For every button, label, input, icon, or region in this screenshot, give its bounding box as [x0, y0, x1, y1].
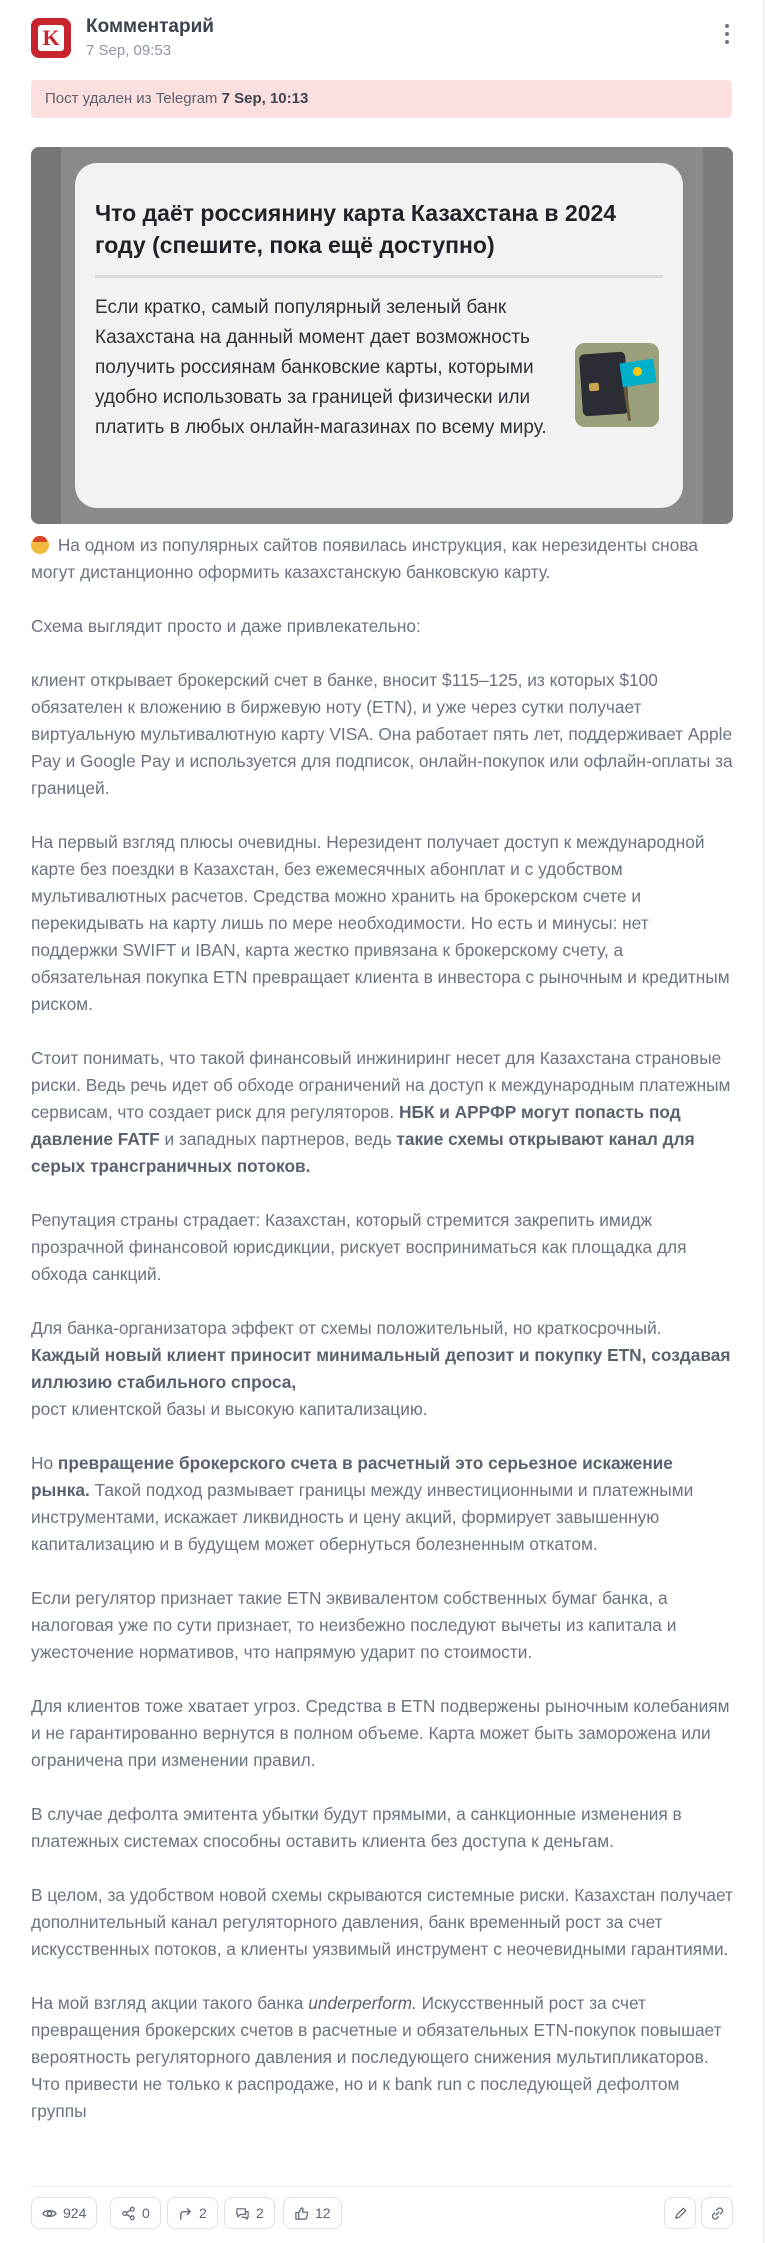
share-icon — [121, 2206, 136, 2221]
comments-count: 2 — [256, 2205, 264, 2221]
article-thumbnail — [575, 343, 659, 427]
paragraph: клиент открывает брокерский счет в банке, вносит $115–125, из которых $100 обязателен к вложению в биржевую ноту (ETN), и уже через сутки получает виртуальную мультивалютную карту VISA. Она работает пять лет, поддерживает Apple Pay и Google Pay и используется для подписок, онлайн-покупок или офлайн-оплаты за границей. — [31, 670, 733, 798]
channel-logo: K — [38, 25, 64, 51]
paragraph: На первый взгляд плюсы очевидны. Нерезидент получает доступ к международной карте без поездки в Казахстан, без ежемесячных абонплат и с удобством мультивалютных расчетов. Средства можно хранить на брокерском счете и перекидывать на карту лишь по мере необходимости. Но есть и минусы: нет поддержки SWIFT и IBAN, карта жестко привязана к брокерскому счету, а обязательная покупка ETN превращает клиента в инвестора с рыночным и кредитным риском. — [31, 832, 730, 1014]
pencil-icon — [673, 2206, 688, 2221]
channel-avatar[interactable] — [31, 18, 71, 58]
paragraph: В целом, за удобством новой схемы скрываются системные риски. Казахстан получает дополнительный канал регуляторного давления, банк временный рост за счет искусственных потоков, а клиенты уязвимый инструмент с неочевидными гарантиями. — [31, 1885, 733, 1959]
like-button[interactable] — [283, 2197, 342, 2229]
paragraph: Для банка-организатора эффект от схемы положительный, но краткосрочный. Каждый новый клиент приносит минимальный депозит и покупку ETN, создавая иллюзию стабильного спроса, рост клиентской базы и высокую капитализацию. — [31, 1318, 731, 1419]
post-footer — [31, 2197, 733, 2231]
thumbs-up-icon — [294, 2206, 309, 2221]
face-emoji-icon — [31, 536, 49, 554]
paragraph: Но превращение брокерского счета в расчетный это серьезное искажение рынка. Такой подход размывает границы между инвестиционными и платежными инструментами, искажает ликвидность и цену акций, формирует завышенную капитализацию и в будущем может обернуться болезненным откатом. — [31, 1453, 694, 1554]
paragraph: Схема выглядит просто и даже привлекательно: — [31, 616, 421, 636]
post-date: 7 Sep, 09:53 — [86, 42, 172, 59]
likes-count: 12 — [315, 2205, 331, 2221]
post-title: Комментарий — [86, 16, 214, 37]
comments-button[interactable] — [224, 2197, 275, 2229]
forward-icon — [178, 2206, 193, 2221]
more-options-icon[interactable] — [723, 24, 731, 50]
eye-icon — [42, 2206, 57, 2221]
edit-button[interactable] — [664, 2197, 696, 2229]
article-title: Что даёт россиянину карта Казахстана в 2024 году (спешите, пока ещё доступно) — [95, 200, 617, 258]
paragraph: В случае дефолта эмитента убытки будут прямыми, а санкционные изменения в платежных системах способны оставить клиента без доступа к деньгам. — [31, 1804, 682, 1851]
link-icon — [710, 2206, 725, 2221]
article-divider — [95, 275, 663, 278]
paragraph: На одном из популярных сайтов появилась инструкция, как нерезиденты снова могут дистанционно оформить казахстанскую банковскую карту. — [31, 535, 698, 582]
views-counter[interactable] — [31, 2197, 97, 2229]
shares-count: 0 — [142, 2205, 150, 2221]
reposts-count: 2 — [199, 2205, 207, 2221]
article-excerpt: Если кратко, самый популярный зеленый банк Казахстана на данный момент дает возможность получить россиянам банковские карты, которыми удобно использовать за границей физически или платить в любых онлайн-магазинах по всему миру. — [95, 297, 547, 438]
copy-link-button[interactable] — [701, 2197, 733, 2229]
paragraph: Для клиентов тоже хватает угроз. Средства в ETN подвержены рыночным колебаниям и не гарантированно вернутся в полном объеме. Карта может быть заморожена или ограничена при изменении правил. — [31, 1696, 730, 1770]
post-header — [31, 16, 735, 62]
deleted-notice-time: 7 Sep, 10:13 — [221, 90, 309, 107]
views-count: 924 — [63, 2205, 87, 2221]
comment-icon — [235, 2206, 250, 2221]
paragraph: Репутация страны страдает: Казахстан, который стремится закрепить имидж прозрачной финансовой юрисдикции, рискует восприниматься как площадка для обхода санкций. — [31, 1210, 687, 1284]
post-body — [31, 532, 736, 2152]
deleted-notice — [31, 80, 732, 118]
footer-divider — [31, 2186, 733, 2187]
paragraph: Если регулятор признает такие ETN эквивалентом собственных бумаг банка, а налоговая уже по сути признает, то неизбежно последуют вычеты из капитала и ужесточение нормативов, что напрямую ударит по стоимости. — [31, 1588, 677, 1662]
paragraph: На мой взгляд акции такого банка underperform. Искусственный рост за счет превращения брокерских счетов в расчетные и обязательных ETN-покупок повышает вероятность регуляторного давления и последующего снижения мультипликаторов. Что привести не только к распродаже, но и к bank run с последующей дефолтом группы — [31, 1993, 722, 2121]
share-button[interactable] — [110, 2197, 161, 2229]
repost-button[interactable] — [167, 2197, 218, 2229]
article-card — [75, 163, 683, 508]
link-preview-image[interactable] — [31, 147, 733, 524]
paragraph: Стоит понимать, что такой финансовый инжиниринг несет для Казахстана страновые риски. Ведь речь идет об обходе ограничений на доступ к международным платежным сервисам, что создает риск для регуляторов. НБК и АРРФР могут попасть под давление FATF и западных партнеров, ведь такие схемы открывают канал для серых трансграничных потоков. — [31, 1048, 731, 1176]
deleted-notice-text: Пост удален из Telegram — [45, 90, 218, 107]
